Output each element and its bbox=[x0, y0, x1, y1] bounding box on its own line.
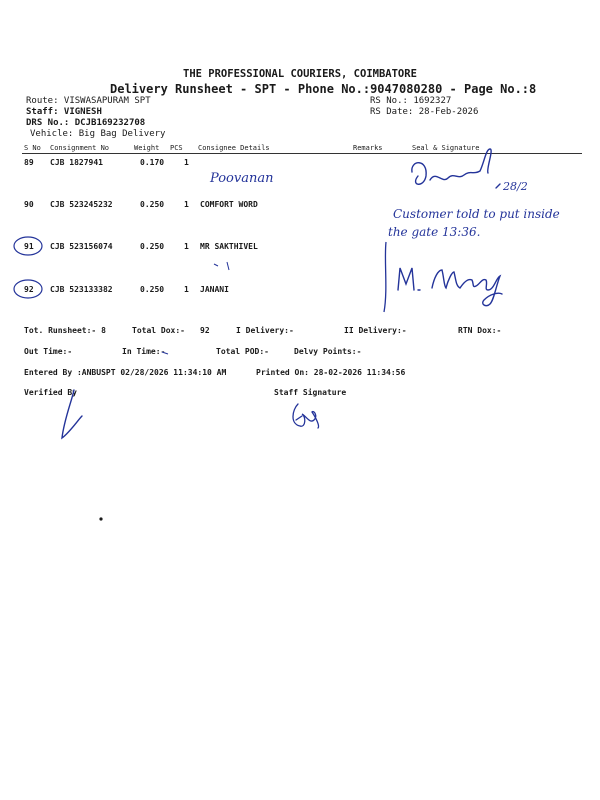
row-92-consignee: JANANI bbox=[200, 285, 229, 294]
remark-line-1: Customer told to put inside bbox=[393, 207, 560, 221]
row-90-pcs: 1 bbox=[184, 200, 189, 209]
signature-row-91-92-icon bbox=[398, 268, 502, 306]
row-90-sno: 90 bbox=[24, 200, 34, 209]
col-consignment: Consignment No bbox=[50, 144, 110, 152]
staff: Staff: VIGNESH bbox=[26, 107, 102, 117]
total-dox-label: Total Dox:- bbox=[132, 326, 185, 335]
row-91-consignment: CJB 523156074 bbox=[50, 242, 113, 251]
remark-line-2: the gate 13:36. bbox=[388, 225, 481, 239]
col-sno: S No bbox=[24, 144, 41, 152]
rs-date: RS Date: 28-Feb-2026 bbox=[370, 107, 479, 117]
col-weight: Weight bbox=[134, 144, 160, 152]
tot-runsheet: Tot. Runsheet:- 8 bbox=[24, 326, 106, 335]
total-pod: Total POD:- bbox=[216, 347, 269, 356]
vehicle: Vehicle: Big Bag Delivery bbox=[30, 129, 166, 139]
runsheet-title: Delivery Runsheet - SPT - Phone No.:9047080280 - Page No.:8 bbox=[110, 82, 537, 96]
row-89-signature-icon bbox=[412, 149, 500, 188]
row-92-weight: 0.250 bbox=[140, 285, 165, 294]
row-92-pcs: 1 bbox=[184, 285, 189, 294]
header-rule bbox=[22, 153, 582, 154]
out-time: Out Time:- bbox=[24, 347, 73, 356]
staff-signature-label: Staff Signature bbox=[274, 388, 347, 397]
in-time: In Time:- bbox=[122, 347, 166, 356]
staff-signature-icon bbox=[293, 404, 319, 428]
row-92-consignment: CJB 523133382 bbox=[50, 285, 113, 294]
row-91-weight: 0.250 bbox=[140, 242, 165, 251]
bracket-line bbox=[384, 242, 386, 312]
verified-by-signature-icon bbox=[62, 390, 82, 438]
row-90-weight: 0.250 bbox=[140, 200, 165, 209]
col-pcs: PCS bbox=[170, 144, 183, 152]
delvy-points: Delvy Points:- bbox=[294, 347, 362, 356]
route: Route: VISWASAPURAM SPT bbox=[26, 96, 151, 106]
col-consignee: Consignee Details bbox=[198, 144, 270, 152]
printed-on: Printed On: 28-02-2026 11:34:56 bbox=[256, 368, 406, 377]
company-name: THE PROFESSIONAL COURIERS, COIMBATORE bbox=[183, 68, 417, 80]
verified-by: Verified By bbox=[24, 388, 77, 397]
ii-delivery: II Delivery:- bbox=[344, 326, 407, 335]
col-seal: Seal & Signature bbox=[412, 144, 480, 152]
row-91-pcs: 1 bbox=[184, 242, 189, 251]
stray-dot bbox=[99, 517, 102, 520]
row-89-handwritten-date: 28/2 bbox=[503, 180, 528, 193]
rs-number: RS No.: 1692327 bbox=[370, 96, 452, 106]
col-remarks: Remarks bbox=[353, 144, 383, 152]
row-90-consignee: COMFORT WORD bbox=[200, 200, 258, 209]
row-90-consignment: CJB 523245232 bbox=[50, 200, 113, 209]
entered-by: Entered By :ANBUSPT 02/28/2026 11:34:10 AM bbox=[24, 368, 227, 377]
drs-number: DRS No.: DCJB169232708 bbox=[26, 118, 146, 128]
row-89-sno: 89 bbox=[24, 158, 34, 167]
row-89-weight: 0.170 bbox=[140, 158, 165, 167]
row-89-handwritten-name: Poovanan bbox=[210, 171, 274, 186]
rtn-dox: RTN Dox:- bbox=[458, 326, 502, 335]
row-91-sno: 91 bbox=[24, 242, 34, 251]
total-dox-value: 92 bbox=[200, 326, 210, 335]
tick-mark bbox=[162, 262, 229, 354]
row-89-pcs: 1 bbox=[184, 158, 189, 167]
row-91-consignee: MR SAKTHIVEL bbox=[200, 242, 258, 251]
row-89-consignment: CJB 1827941 bbox=[50, 158, 103, 167]
i-delivery: I Delivery:- bbox=[236, 326, 294, 335]
row-92-sno: 92 bbox=[24, 285, 34, 294]
